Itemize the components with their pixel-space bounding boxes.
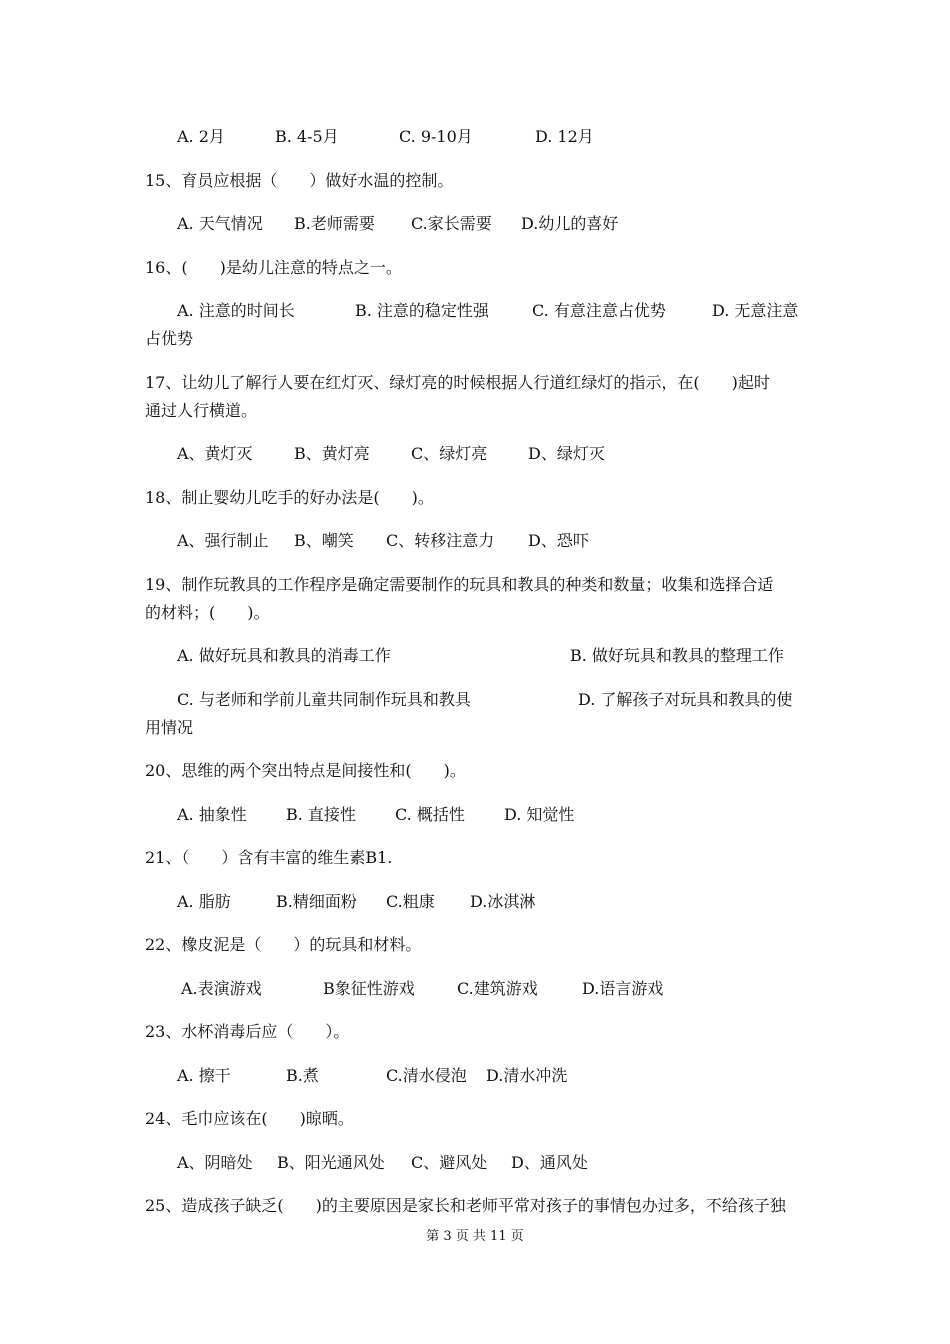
question-continuation: 通过人行横道。	[145, 401, 258, 420]
option-item: B、阳光通风处	[277, 1153, 385, 1172]
option-item: D.冰淇淋	[470, 892, 536, 911]
option-item: B象征性游戏	[323, 979, 415, 998]
question-text: 16、( )是幼儿注意的特点之一。	[145, 258, 402, 277]
option-item: D.语言游戏	[582, 979, 664, 998]
option-item: A. 天气情况	[177, 214, 263, 233]
question-text: 22、橡皮泥是（ ）的玩具和材料。	[145, 935, 422, 954]
question-text: 23、水杯消毒后应（ ）。	[145, 1022, 350, 1041]
option-item: D. 了解孩子对玩具和教具的使	[578, 690, 793, 709]
option-item: C. 有意注意占优势	[532, 301, 666, 320]
question-continuation: 用情况	[145, 718, 194, 737]
option-item: D.清水冲洗	[486, 1066, 568, 1085]
option-item: D、绿灯灭	[528, 444, 605, 463]
question-text: 24、毛巾应该在( )晾晒。	[145, 1109, 354, 1128]
option-item: A、黄灯灭	[177, 444, 253, 463]
option-item: D.幼儿的喜好	[521, 214, 619, 233]
option-item: D. 无意注意	[712, 301, 799, 320]
option-item: C. 9-10月	[399, 127, 473, 146]
option-item: C. 概括性	[395, 805, 465, 824]
option-item: C.粗康	[386, 892, 435, 911]
option-item: A、阴暗处	[177, 1153, 253, 1172]
option-item: C.清水侵泡	[386, 1066, 467, 1085]
option-item: D. 知觉性	[504, 805, 575, 824]
question-text: 21、（ ）含有丰富的维生素B1.	[145, 848, 393, 867]
option-item: B、黄灯亮	[294, 444, 370, 463]
option-item: A、强行制止	[177, 531, 269, 550]
option-item: C、绿灯亮	[411, 444, 488, 463]
option-item: C. 与老师和学前儿童共同制作玩具和教具	[177, 690, 471, 709]
option-item: D、恐吓	[528, 531, 589, 550]
option-item: D、通风处	[511, 1153, 588, 1172]
option-item: B. 注意的稳定性强	[355, 301, 489, 320]
question-continuation: 的材料；( )。	[145, 603, 270, 622]
option-item: B. 4-5月	[275, 127, 339, 146]
option-item: D. 12月	[535, 127, 594, 146]
option-item: C、避风处	[411, 1153, 488, 1172]
option-item: A. 做好玩具和教具的消毒工作	[177, 646, 391, 665]
question-text: 17、让幼儿了解行人要在红灯灭、绿灯亮的时候根据人行道红绿灯的指示，在( )起时	[145, 373, 770, 392]
option-item: A. 2月	[177, 127, 225, 146]
option-item: A. 注意的时间长	[177, 301, 295, 320]
option-item: B.煮	[286, 1066, 319, 1085]
option-item: B、嘲笑	[294, 531, 354, 550]
question-text: 20、思维的两个突出特点是间接性和( )。	[145, 761, 466, 780]
option-item: B.精细面粉	[276, 892, 357, 911]
option-item: A.表演游戏	[181, 979, 262, 998]
question-text: 18、制止婴幼儿吃手的好办法是( )。	[145, 488, 434, 507]
option-item: C.家长需要	[411, 214, 492, 233]
option-item: C、转移注意力	[386, 531, 495, 550]
question-continuation: 占优势	[145, 329, 194, 348]
option-item: B. 做好玩具和教具的整理工作	[570, 646, 784, 665]
option-item: B. 直接性	[286, 805, 356, 824]
option-item: B.老师需要	[294, 214, 375, 233]
option-item: A. 脂肪	[177, 892, 231, 911]
option-item: A. 抽象性	[177, 805, 247, 824]
page-footer: 第 3 页 共 11 页	[426, 1229, 524, 1244]
question-text: 19、制作玩教具的工作程序是确定需要制作的玩具和教具的种类和数量；收集和选择合适	[145, 575, 774, 594]
option-item: C.建筑游戏	[457, 979, 538, 998]
question-text: 25、造成孩子缺乏( )的主要原因是家长和老师平常对孩子的事情包办过多，不给孩子独	[145, 1196, 786, 1215]
option-item: A. 擦干	[177, 1066, 231, 1085]
question-text: 15、育员应根据（ ）做好水温的控制。	[145, 171, 454, 190]
